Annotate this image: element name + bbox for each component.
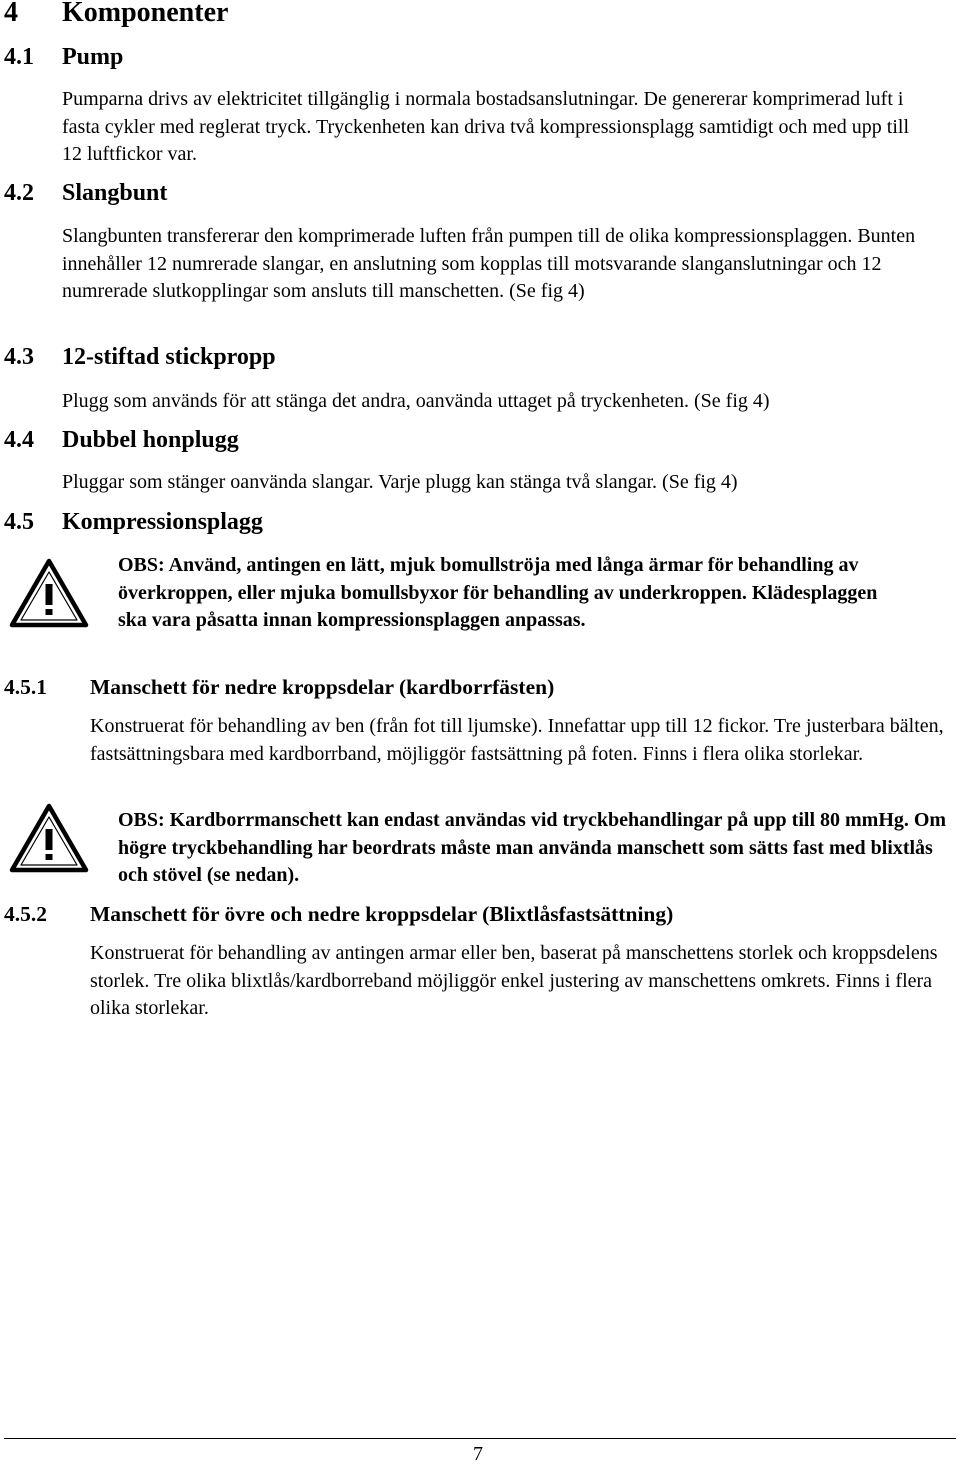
- heading-number: 4.5.1: [4, 675, 47, 699]
- heading-4-4: [4, 427, 239, 454]
- heading-4-5: [4, 509, 263, 536]
- heading-4-2: [4, 180, 167, 207]
- heading-title: Slangbunt: [62, 180, 168, 206]
- heading-title: Kompressionsplagg: [62, 509, 263, 535]
- heading-number: 4: [4, 0, 18, 28]
- heading-number: 4.5: [4, 509, 34, 535]
- paragraph-ovre-nedre-manschett: Konstruerat för behandling av antingen armar eller ben, baserat på manschettens storlek och kroppsdelens storlek. Tre olika blixtlås/kardborreband möjliggör enkel justering av manschettens omkrets. Finns i flera olika storlekar.: [90, 942, 938, 1019]
- heading-4-3: [4, 344, 276, 371]
- heading-4-1: [4, 44, 123, 71]
- heading-number: 4.4: [4, 427, 34, 453]
- heading-4-5-2: [4, 902, 673, 927]
- heading-4-5-1: [4, 675, 554, 700]
- warning-text-kardborre: OBS: Kardborrmanschett kan endast användas vid tryckbehandlingar på upp till 80 mmHg. Om högre tryckbehandling har beordrats måste man använda manschett som sätts fast med blixtlås och stövel (se nedan).: [118, 809, 947, 886]
- heading-title: 12-stiftad stickpropp: [62, 344, 276, 370]
- warning-text-garments: OBS: Använd, antingen en lätt, mjuk bomullströja med långa ärmar för behandling av överkroppen, eller mjuka bomullsbyxor för behandling av underkroppen. Klädesplaggen ska vara påsatta innan kompressionsplaggen anpassas.: [118, 554, 878, 631]
- heading-4: [4, 0, 228, 29]
- heading-title: Manschett för övre och nedre kroppsdelar (Blixtlåsfastsättning): [90, 902, 674, 926]
- heading-title: Pump: [62, 44, 124, 70]
- footer-divider: [4, 1438, 956, 1439]
- paragraph-stickpropp: Plugg som används för att stänga det andra, oanvända uttaget på tryckenheten. (Se fig 4): [62, 390, 770, 412]
- paragraph-honplugg: Pluggar som stänger oanvända slangar. Varje plugg kan stänga två slangar. (Se fig 4): [62, 471, 738, 493]
- paragraph-pump: Pumparna drivs av elektricitet tillgänglig i normala bostadsanslutningar. De genererar komprimerad luft i fasta cykler med reglerat tryck. Tryckenheten kan driva två kompressionsplagg samtidigt och med upp till 12 luftfickor var.: [62, 88, 910, 165]
- heading-title: Komponenter: [62, 0, 229, 28]
- warning-icon: [9, 803, 89, 873]
- paragraph-nedre-manschett: Konstruerat för behandling av ben (från fot till ljumske). Innefattar upp till 12 fickor. Tre justerbara bälten, fastsättningsbara med kardborrband, möjliggör fastsättning på foten. Finns i flera olika storlekar.: [90, 715, 944, 765]
- heading-title: Dubbel honplugg: [62, 427, 239, 453]
- paragraph-slangbunt: Slangbunten transfererar den komprimerade luften från pumpen till de olika kompressionsplaggen. Bunten innehåller 12 numrerade slangar, en anslutning som kopplas till motsvarande slanganslutningar och 12 numrerade slutkopplingar som ansluts till manschetten. (Se fig 4): [62, 225, 916, 302]
- warning-icon: [9, 558, 89, 628]
- page-number: 7: [473, 1443, 483, 1465]
- heading-number: 4.3: [4, 344, 34, 370]
- heading-number: 4.1: [4, 44, 34, 70]
- heading-number: 4.5.2: [4, 902, 47, 926]
- heading-number: 4.2: [4, 180, 34, 206]
- heading-title: Manschett för nedre kroppsdelar (kardborrfästen): [90, 675, 555, 699]
